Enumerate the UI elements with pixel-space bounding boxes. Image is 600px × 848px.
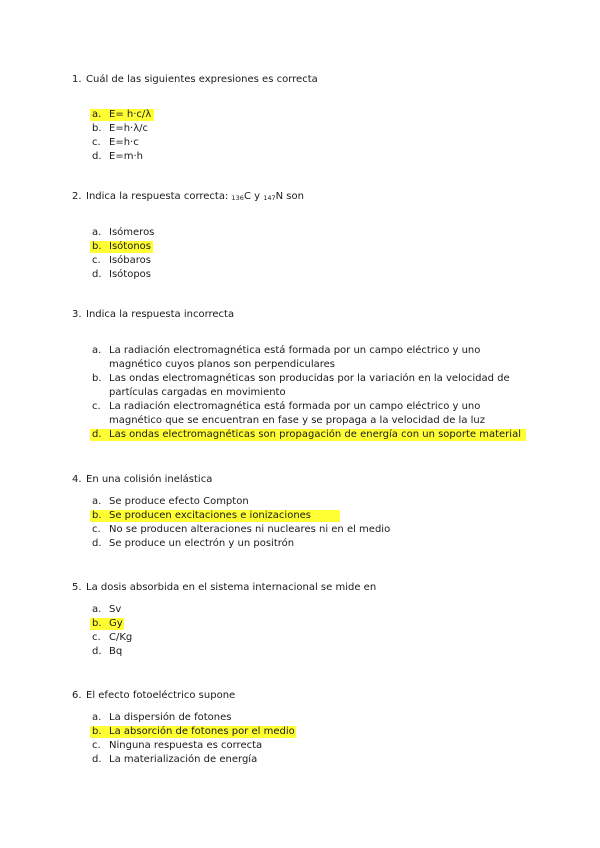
question-4-prompt <box>72 473 542 487</box>
option-letter: d. <box>92 151 102 162</box>
option-a <box>92 226 552 240</box>
question-5-prompt <box>72 581 542 595</box>
option-c <box>92 136 552 150</box>
option-letter: d. <box>92 538 102 549</box>
question-connector: y <box>250 191 264 202</box>
option-text: E=h·c <box>109 137 139 148</box>
option-text: Las ondas electromagnéticas son propagación de energía con un soporte material <box>109 429 521 440</box>
option-letter: b. <box>92 373 102 384</box>
question-text: La dosis absorbida en el sistema internacional se mide en <box>86 582 377 593</box>
question-5 <box>72 581 542 595</box>
option-text: E=h·λ/c <box>109 123 148 134</box>
question-4 <box>72 473 542 487</box>
option-text: La absorción de fotones por el medio <box>109 726 295 737</box>
option-text: E=m·h <box>109 151 143 162</box>
option-text: La dispersión de fotones <box>109 712 232 723</box>
option-b <box>92 122 552 136</box>
option-b <box>92 372 532 400</box>
option-c <box>92 739 552 753</box>
question-text <box>86 190 304 204</box>
option-letter: d. <box>92 754 102 765</box>
question-1-options <box>92 108 552 164</box>
option-d <box>92 645 552 659</box>
option-letter: c. <box>92 137 101 148</box>
option-letter: b. <box>92 241 102 252</box>
option-text: No se producen alteraciones ni nucleares ni en el medio <box>109 524 391 535</box>
question-text: Cuál de las siguientes expresiones es correcta <box>86 74 318 85</box>
option-a <box>92 711 552 725</box>
option-a <box>92 603 552 617</box>
option-text: C/Kg <box>109 632 133 643</box>
question-text: En una colisión inelástica <box>86 474 213 485</box>
option-text: Sv <box>109 604 122 615</box>
question-6-options <box>92 711 552 767</box>
question-text: El efecto fotoeléctrico supone <box>86 690 236 701</box>
question-4-options <box>92 495 552 551</box>
option-text: Se producen excitaciones e ionizaciones <box>109 510 312 521</box>
question-number: 4. <box>72 474 82 485</box>
option-letter: a. <box>92 604 102 615</box>
option-text: Isóbaros <box>109 255 151 266</box>
option-d <box>92 753 552 767</box>
option-letter: c. <box>92 524 101 535</box>
option-letter: a. <box>92 496 102 507</box>
option-a <box>92 108 552 122</box>
option-d <box>92 268 552 282</box>
option-letter: c. <box>92 255 101 266</box>
option-letter: c. <box>92 632 101 643</box>
option-text: La materialización de energía <box>109 754 258 765</box>
question-number: 3. <box>72 309 82 320</box>
option-text: La radiación electromagnética está formada por un campo eléctrico y uno magnético que se encuentran en fase y se propaga a la velocidad de la luz <box>109 401 486 426</box>
nuclide-symbol: N <box>275 191 284 202</box>
question-text: Indica la respuesta incorrecta <box>86 309 235 320</box>
nuclide-mass-number: 147 <box>263 194 276 202</box>
option-d <box>92 537 552 551</box>
option-letter: a. <box>92 109 102 120</box>
question-number: 5. <box>72 582 82 593</box>
option-d <box>92 150 552 164</box>
question-3-options <box>92 344 532 442</box>
option-letter: b. <box>92 510 102 521</box>
option-a <box>92 344 532 372</box>
option-text: Se produce efecto Compton <box>109 496 249 507</box>
option-a <box>92 495 552 509</box>
option-letter: d. <box>92 269 102 280</box>
option-b <box>92 617 552 631</box>
option-text: E= h·c/λ <box>109 109 152 120</box>
question-3 <box>72 308 542 322</box>
option-b <box>92 240 552 254</box>
question-6-prompt <box>72 689 542 703</box>
option-c <box>92 400 532 428</box>
question-number: 2. <box>72 191 82 202</box>
option-text: La radiación electromagnética está formada por un campo eléctrico y uno magnético cuyos planos son perpendiculares <box>109 345 481 370</box>
option-letter: b. <box>92 618 102 629</box>
nuclide-symbol: C <box>243 191 251 202</box>
option-letter: b. <box>92 726 102 737</box>
question-1-prompt <box>72 73 542 87</box>
question-6 <box>72 689 542 703</box>
option-letter: c. <box>92 740 101 751</box>
option-text: Isótopos <box>109 269 151 280</box>
option-b <box>92 509 552 523</box>
option-c <box>92 631 552 645</box>
option-d <box>92 428 532 442</box>
option-text: Las ondas electromagnéticas son producidas por la variación en la velocidad de partículas cargadas en movimiento <box>109 373 510 398</box>
question-2-prompt <box>72 190 542 204</box>
question-number: 1. <box>72 74 82 85</box>
option-letter: a. <box>92 345 102 356</box>
question-2-options <box>92 226 552 282</box>
option-letter: d. <box>92 429 102 440</box>
option-text: Ninguna respuesta es correcta <box>109 740 263 751</box>
option-letter: c. <box>92 401 101 412</box>
option-c <box>92 254 552 268</box>
option-text: Bq <box>109 646 123 657</box>
option-text: Isómeros <box>109 227 155 238</box>
question-5-options <box>92 603 552 659</box>
question-text-before: Indica la respuesta correcta: <box>86 191 232 202</box>
question-number: 6. <box>72 690 82 701</box>
option-c <box>92 523 552 537</box>
question-text-after: son <box>283 191 304 202</box>
question-3-prompt <box>72 308 542 322</box>
option-text: Gy <box>109 618 123 629</box>
option-letter: d. <box>92 646 102 657</box>
option-letter: a. <box>92 227 102 238</box>
option-text: Isótonos <box>109 241 151 252</box>
question-2 <box>72 190 542 204</box>
option-text: Se produce un electrón y un positrón <box>109 538 295 549</box>
option-letter: a. <box>92 712 102 723</box>
option-b <box>92 725 552 739</box>
nuclide-mass-number: 136 <box>231 194 244 202</box>
question-1 <box>72 73 542 87</box>
option-letter: b. <box>92 123 102 134</box>
